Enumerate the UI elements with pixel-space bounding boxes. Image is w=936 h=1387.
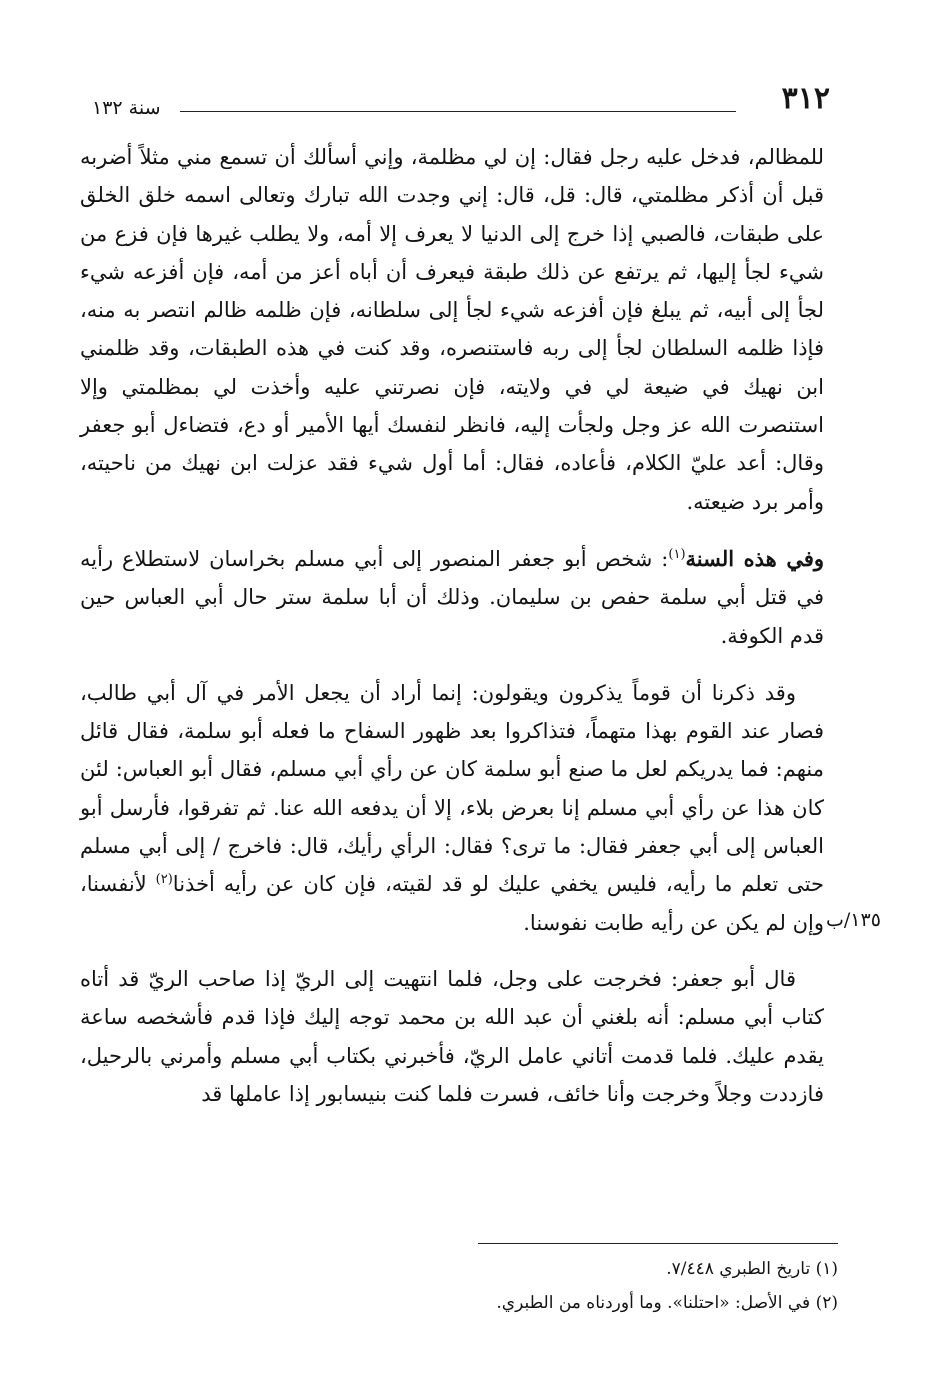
footnote-2: (٢) في الأصل: «احتلنا». وما أوردناه من الطبري.: [496, 1293, 838, 1313]
paragraph-2-lead: وفي هذه السنة: [685, 545, 825, 571]
year-label: سنة ١٣٢: [92, 97, 161, 119]
paragraph-1: للمظالم، فدخل عليه رجل فقال: إن لي مظلمة، وإني أسألك أن تسمع مني مثلاً أضربه قبل أن أذكر مظلمتي، قال: قل، قال: إني وجدت الله تبارك وتعالى اسمه خلق الخلق على طبقات، فالصبي إذا خرج إلى الدنيا لا يعرف إلا أمه، ولا يطلب غيرها فإن فزع من شيء لجأ إليها، ثم يرتفع عن ذلك طبقة فيعرف أن أباه أعز من أمه، فإن أفزعه شيء لجأ إلى أبيه، ثم يبلغ فإن أفزعه شيء لجأ إلى سلطانه، فإن ظلمه ظالم انتصر به منه، فإذا ظلمه السلطان لجأ إلى ربه فاستنصره، وقد كنت في هذه الطبقات، وقد ظلمني ابن نهيك في ضيعة لي في ولايته، فإن نصرتني عليه وأخذت لي بمظلمتي وإلا استنصرت الله عز وجل ولجأت إليه، فانظر لنفسك أيها الأمير أو دع، فتضاءل أبو جعفر وقال: أعد عليّ الكلام، فأعاده، فقال: أما أول شيء فقد عزلت ابن نهيك من ناحيته، وأمر برد ضيعته.: [80, 145, 824, 514]
page-header: [92, 78, 830, 128]
paragraph-3-text-b: لأنفسنا، وإن لم يكن عن رأيه طابت نفوسنا.: [80, 872, 824, 935]
footnote-1: (١) تاريخ الطبري ٧/٤٤٨.: [666, 1259, 838, 1279]
body-text: [80, 138, 824, 1113]
paragraph-3-text-a: وقد ذكرنا أن قوماً يذكرون ويقولون: إنما أراد أن يجعل الأمر في آل أبي طالب، فصار عند القوم بهذا متهماً، فتذاكروا بعد ظهور السفاح ما فعله أبو سلمة، فقال قائل منهم: فما يدريكم لعل ما صنع أبو سلمة كان عن رأي أبي مسلم، فقال أبو العباس: لئن كان هذا عن رأي أبي مسلم إنا بعرض بلاء، إلا أن يدفعه الله عنا. ثم تفرقوا، فأرسل أبو العباس إلى أبي جعفر فقال: ما ترى؟ فقال: الرأي رأيك، قال: فاخرج / إلى أبي مسلم حتى تعلم ما رأيه، فليس يخفي عليك لو قد لقيته، فإن كان عن رأيه أخذنا: [80, 680, 824, 897]
page-number: ٣١٢: [781, 81, 830, 116]
footnote-ref-2: (٢): [155, 872, 173, 888]
footnotes: [98, 1252, 838, 1320]
paragraph-2-text: : شخص أبو جعفر المنصور إلى أبي مسلم بخراسان لاستطلاع رأيه في قتل أبي سلمة حفص بن سليمان. وذلك أن أبا سلمة ستر حال أبي العباس حين قدم الكوفة.: [80, 546, 824, 648]
footnote-rule: [478, 1243, 838, 1244]
paragraph-3: [80, 674, 824, 942]
paragraph-4: قال أبو جعفر: فخرجت على وجل، فلما انتهيت إلى الريّ إذا صاحب الريّ قد أتاه كتاب أبي مسلم: أنه بلغني أن عبد الله بن محمد توجه إليك فإذا قدم فأشخصه ساعة يقدم عليك. فلما قدمت أتاني عامل الريّ، فأخبرني بكتاب أبي مسلم وأمرني بالرحيل، فازددت وجلاً وخرجت وأنا خائف، فسرت فلما كنت بنيسابور إذا عاملها قد: [80, 966, 824, 1106]
marginal-folio-note: ١٣٥/ب: [826, 909, 881, 931]
footnote-ref-1: (١): [668, 546, 686, 562]
header-rule: [180, 111, 736, 112]
paragraph-2: [80, 540, 824, 655]
